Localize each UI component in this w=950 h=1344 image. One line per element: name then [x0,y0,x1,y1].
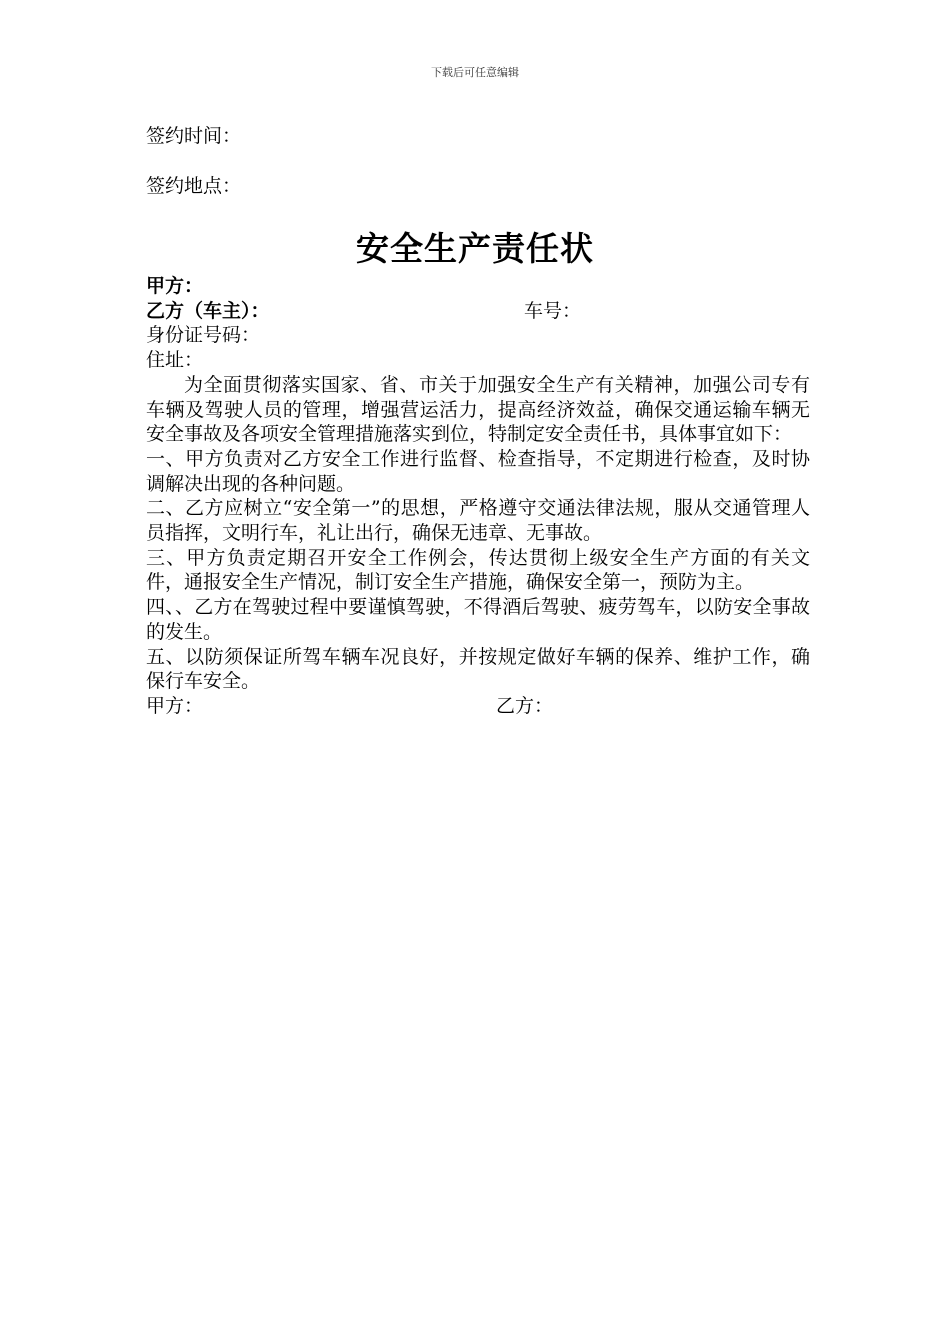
intro-paragraph: 为全面贯彻落实国家、省、市关于加强安全生产有关精神，加强公司专有车辆及驾驶人员的管理，增强营运活力，提高经济效益，确保交通运输车辆无安全事故及各项安全管理措施落实到位，特制定安全责任书，具体事宜如下： [146,373,810,446]
document-title: 安全生产责任状 [356,229,594,268]
sign-place-label: 签约地点： [146,175,242,197]
plate-number-label: 车号： [524,299,582,322]
signature-row [146,694,810,719]
id-number-label: 身份证号码： [146,324,261,347]
party-a-label: 甲方： [146,275,204,297]
address-label: 住址： [146,349,204,372]
clause-5: 五、以防须保证所驾车辆车况良好，并按规定做好车辆的保养、维护工作，确保行车安全。 [146,645,810,693]
party-b-label: 乙方（车主）： [146,299,270,322]
document-body [146,274,810,719]
clause-1: 一、甲方负责对乙方安全工作进行监督、检查指导，不定期进行检查，及时协调解决出现的各种问题。 [146,447,810,495]
clause-4: 四、、乙方在驾驶过程中要谨慎驾驶，不得酒后驾驶、疲劳驾车，以防安全事故的发生。 [146,596,810,643]
party-b-row [146,299,810,324]
signature-party-a-label: 甲方： [146,694,204,717]
sign-time-label: 签约时间： [146,125,242,147]
signature-party-b-label: 乙方： [496,694,554,717]
clause-2: 二、乙方应树立“安全第一”的思想，严格遵守交通法律法规，服从交通管理人员指挥，文明行车，礼让出行，确保无违章、无事故。 [146,497,810,545]
header-note: 下载后可任意编辑 [431,66,519,79]
clause-3: 三、甲方负责定期召开安全工作例会，传达贯彻上级安全生产方面的有关文件，通报安全生产情况，制订安全生产措施，确保安全第一，预防为主。 [146,546,810,594]
